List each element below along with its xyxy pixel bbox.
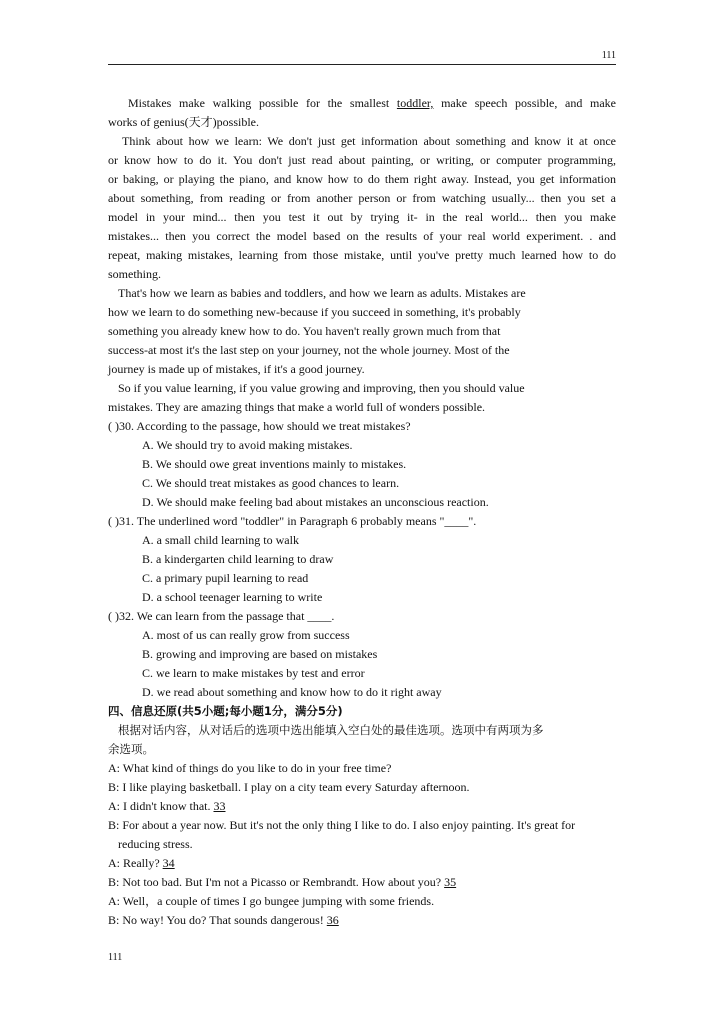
passage-line: success-at most it's the last step on your journey, not the whole journey. Most of the [108,343,510,357]
option-30-b: B. We should owe great inventions mainly to mistakes. [142,457,407,471]
passage-line: That's how we learn as babies and toddlers, and how we learn as adults. Mistakes are [118,286,526,300]
question-stem-32: ( )32. We can learn from the passage that ____. [108,609,335,623]
dialogue-line: B: Not too bad. But I'm not a Picasso or Rembrandt. How about you? 35 [108,875,457,889]
option-32-c: C. we learn to make mistakes by test and error [142,666,365,680]
header-rule [108,64,616,65]
option-31-c: C. a primary pupil learning to read [142,571,309,585]
option-31-d: D. a school teenager learning to write [142,590,323,604]
passage-line: something you already knew how to do. You haven't really grown much from that [108,324,501,338]
passage-line: something. [108,267,161,281]
dialogue-line: B: No way! You do? That sounds dangerous! 36 [108,913,339,927]
passage-line: about something, from reading or from another person or from watching usually... then you set a [108,191,616,205]
section-instructions: 根据对话内容，从对话后的选项中选出能填入空白处的最佳选项。选项中有两项为多 [118,723,544,737]
passage-line: mistakes. They are amazing things that make a world full of wonders possible. [108,400,486,414]
option-31-b: B. a kindergarten child learning to draw [142,552,334,566]
option-32-b: B. growing and improving are based on mistakes [142,647,378,661]
passage-line: or know how to do it. You don't just read about painting, or writing, or computer programming, [108,153,616,167]
passage-line: journey is made up of mistakes, if it's a good journey. [108,362,365,376]
footer-page-number: 111 [108,952,123,963]
passage-line: or baking, or playing the piano, and know how to do them right away. Instead, you get information [108,172,616,186]
question-stem-31: ( )31. The underlined word "toddler" in Paragraph 6 probably means "____". [108,514,477,528]
option-30-c: C. We should treat mistakes as good chances to learn. [142,476,400,490]
section-title: 四、信息还原(共5小题;每小题1分，满分5分) [108,704,343,718]
dialogue-line: B: I like playing basketball. I play on a city team every Saturday afternoon. [108,780,470,794]
blank-35: 35 [444,875,457,889]
passage-line: works of genius(天才)possible. [108,115,259,129]
option-30-a: A. We should try to avoid making mistakes. [142,438,353,452]
dialogue-line: A: What kind of things do you like to do in your free time? [108,761,392,775]
blank-36: 36 [326,913,339,927]
option-31-a: A. a small child learning to walk [142,533,299,547]
question-stem-30: ( )30. According to the passage, how should we treat mistakes? [108,419,411,433]
passage-line: Mistakes make walking possible for the smallest toddler, make speech possible, and make [128,96,616,110]
dialogue-line: A: Well，a couple of times I go bungee jumping with some friends. [108,894,435,908]
option-32-d: D. we read about something and know how to do it right away [142,685,442,699]
dialogue-line: reducing stress. [118,837,193,851]
passage-line: model in your mind... then you test it out by trying it- in the real world... then you make [108,210,616,224]
option-30-d: D. We should make feeling bad about mistakes an unconscious reaction. [142,495,489,509]
dialogue-line: A: I didn't know that. 33 [108,799,226,813]
option-32-a: A. most of us can really grow from success [142,628,350,642]
passage-line: So if you value learning, if you value growing and improving, then you should value [118,381,525,395]
passage-line: Think about how we learn: We don't just get information about something and know it at once [122,134,616,148]
passage-line: repeat, making mistakes, learning from those mistake, until you've pretty much learned how to do [108,248,616,262]
blank-34: 34 [162,856,175,870]
document-body [108,94,616,930]
dialogue-line: A: Really? 34 [108,856,175,870]
underlined-word-toddler: toddler, [396,96,434,110]
dialogue-line: B: For about a year now. But it's not the only thing I like to do. I also enjoy painting. It's great for [108,818,576,832]
passage-line: how we learn to do something new-because if you succeed in something, it's probably [108,305,521,319]
header-page-number: 111 [601,50,616,61]
section-instructions-cont: 余选项。 [108,742,154,756]
passage-line: mistakes... then you correct the model based on the results of your real world experiment. . and [108,229,616,243]
blank-33: 33 [213,799,226,813]
